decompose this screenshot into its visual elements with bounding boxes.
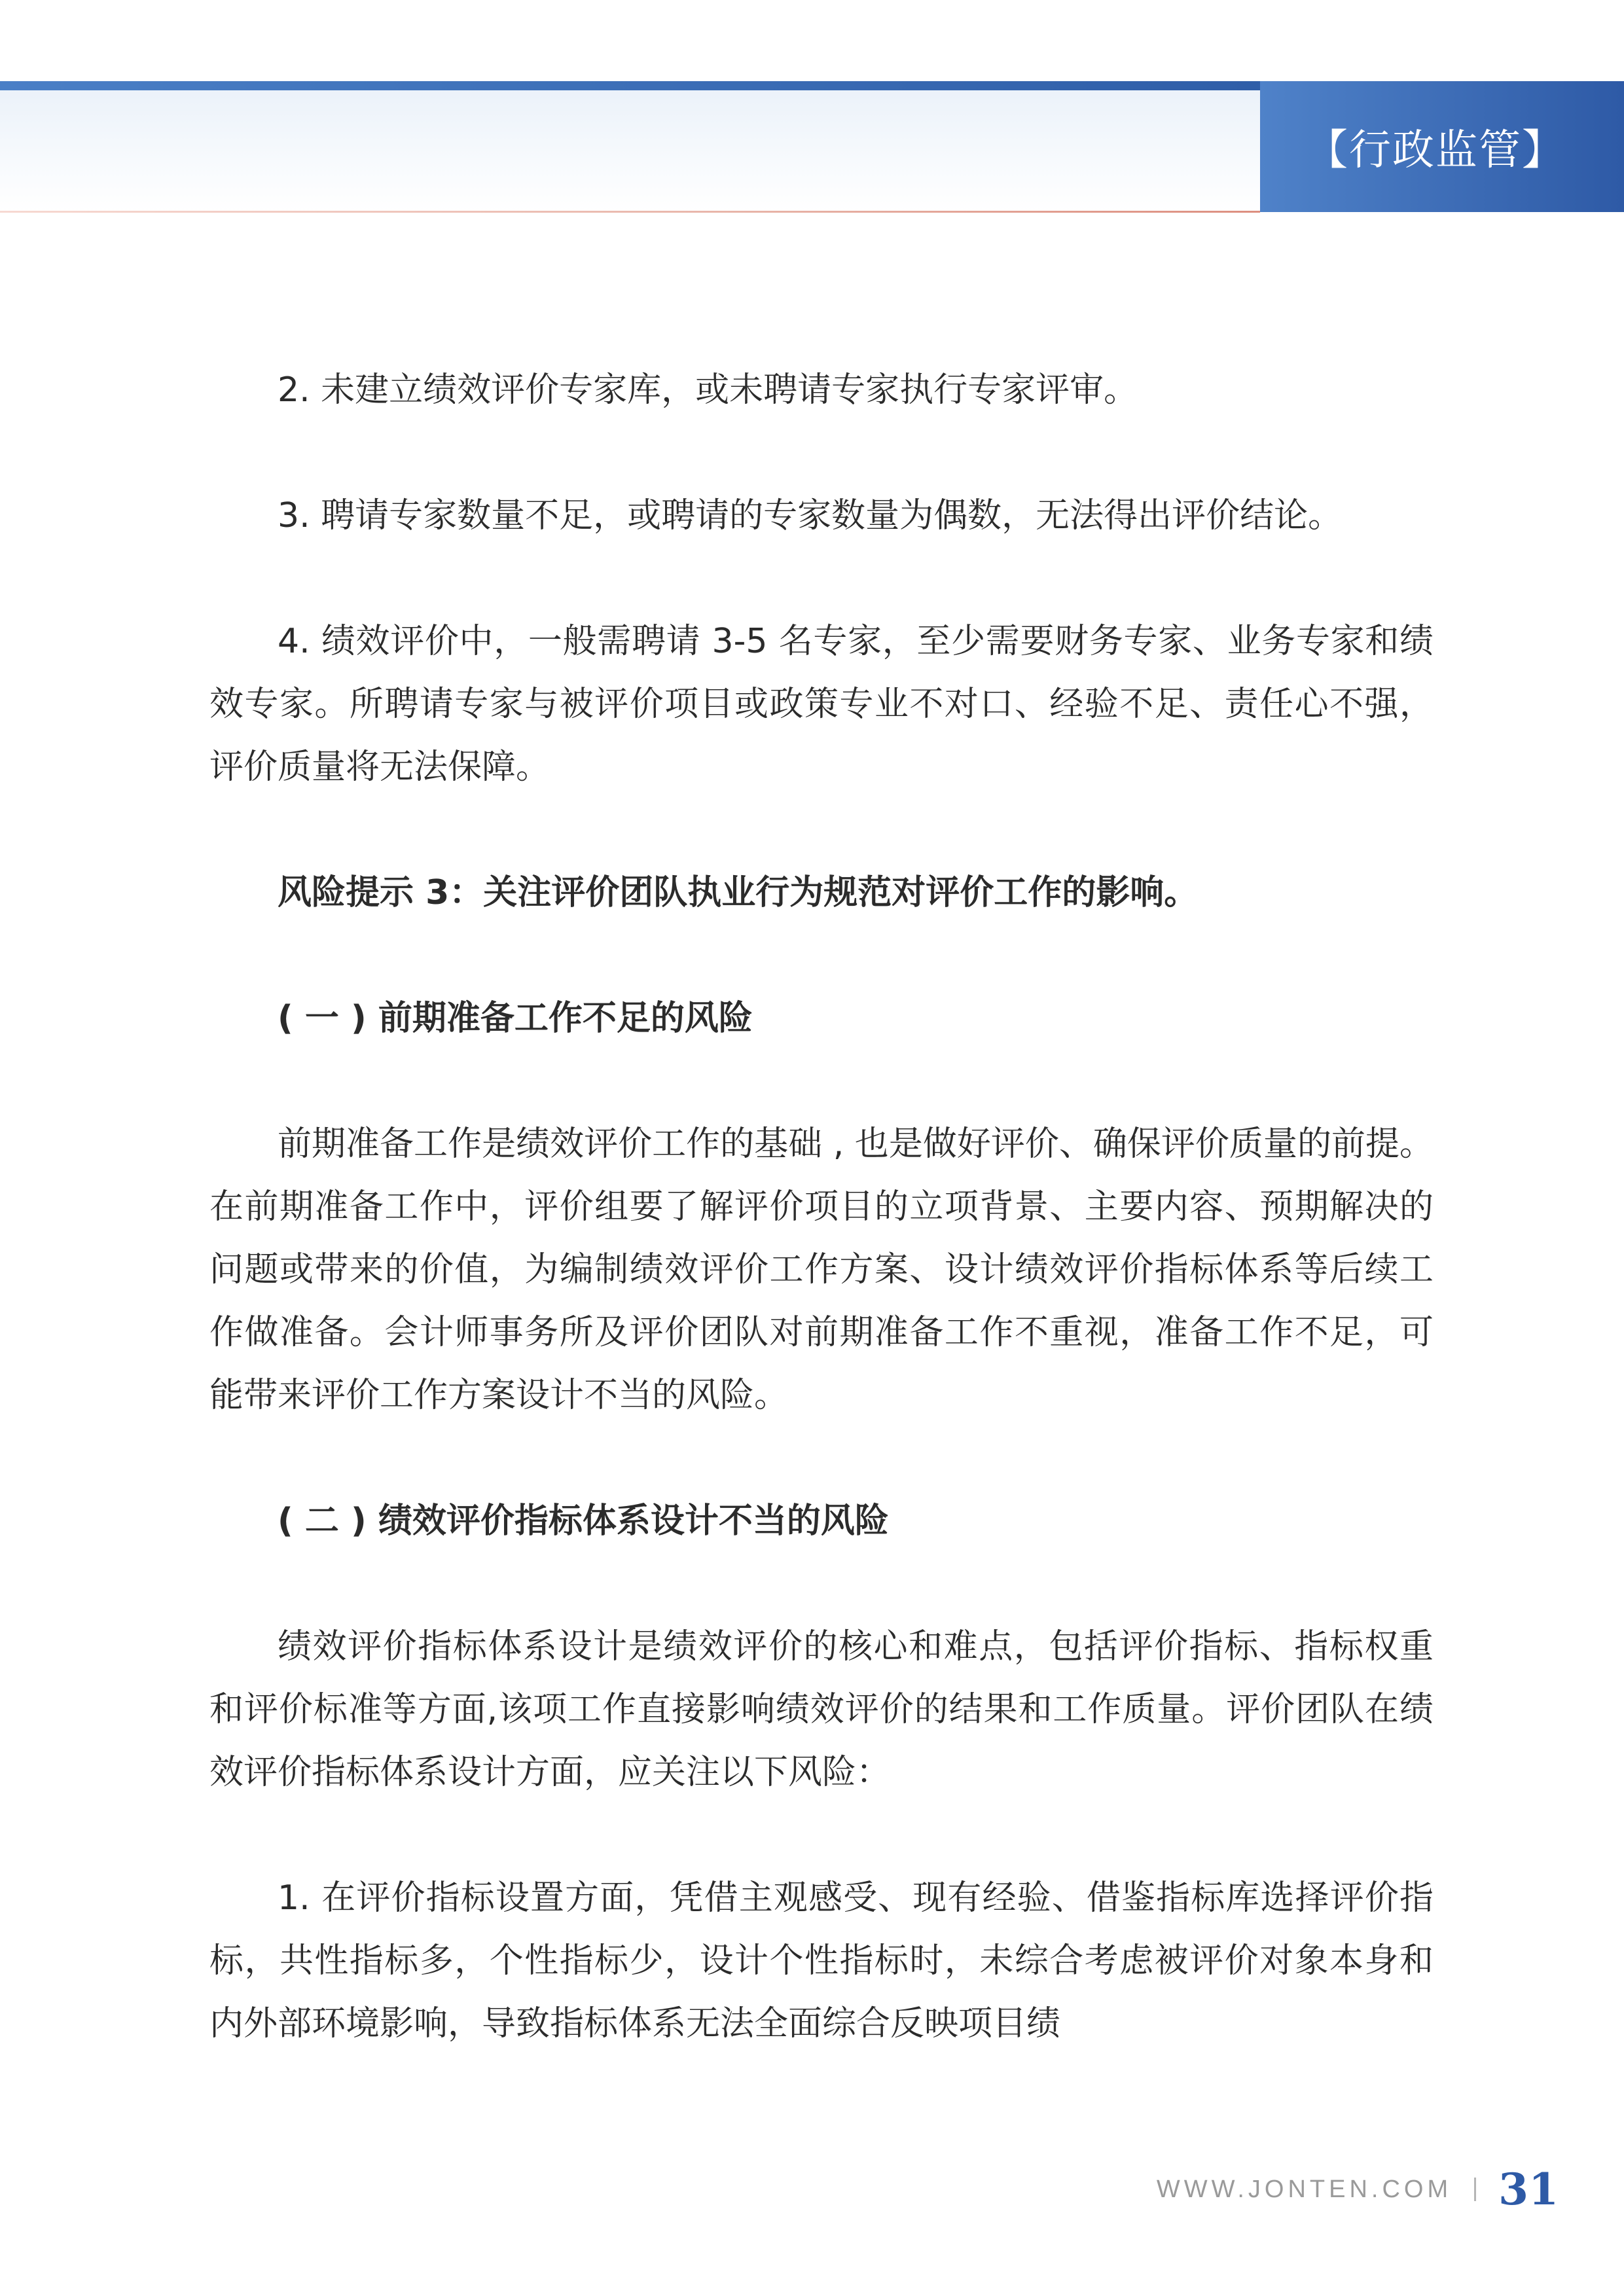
paragraph-item-3: 3. 聘请专家数量不足，或聘请的专家数量为偶数，无法得出评价结论。 xyxy=(278,496,1343,535)
header-top-rule xyxy=(0,81,1260,90)
paragraph-indicator-system: 绩效评价指标体系设计是绩效评价的核心和难点，包括评价指标、指标权重和评价标准等方面,该项工作直接影响绩效评价的结果和工作质量。评价团队在绩效评价指标体系设计方面，应关注以下风险： xyxy=(209,1627,1434,1792)
risk-tip-heading: 风险提示 3：关注评价团队执业行为规范对评价工作的影响。 xyxy=(278,873,1199,912)
page-footer xyxy=(1157,2160,1559,2219)
paragraph-preparation: 前期准备工作是绩效评价工作的基础 , 也是做好评价、确保评价质量的前提。在前期准备工作中，评价组要了解评价项目的立项背景、主要内容、预期解决的问题或带来的价值，为编制绩效评价工作方案、设计绩效评价指标体系等后续工作做准备。会计师事务所及评价团队对前期准备工作不重视，准备工作不足，可能带来评价工作方案设计不当的风险。 xyxy=(209,1124,1434,1415)
paragraph-item-2: 2. 未建立绩效评价专家库，或未聘请专家执行专家评审。 xyxy=(278,370,1138,410)
footer-divider xyxy=(1474,2178,1476,2201)
subheading-preparation: ( 一 ) 前期准备工作不足的风险 xyxy=(278,999,753,1038)
section-tab xyxy=(1260,81,1624,212)
page-number: 31 xyxy=(1498,2164,1559,2215)
paragraph-item-4: 4. 绩效评价中，一般需聘请 3-5 名专家，至少需要财务专家、业务专家和绩效专家。所聘请专家与被评价项目或政策专业不对口、经验不足、责任心不强，评价质量将无法保障。 xyxy=(209,622,1434,787)
subheading-indicator-system: ( 二 ) 绩效评价指标体系设计不当的风险 xyxy=(278,1501,889,1541)
body-text xyxy=(209,359,1434,2055)
header-bottom-rule xyxy=(0,211,1260,213)
paragraph-indicator-item-1: 1. 在评价指标设置方面，凭借主观感受、现有经验、借鉴指标库选择评价指标，共性指标多，个性指标少，设计个性指标时，未综合考虑被评价对象本身和内外部环境影响，导致指标体系无法全面综合反映项目绩 xyxy=(209,1878,1434,2043)
footer-url: WWW.JONTEN.COM xyxy=(1156,2175,1453,2203)
header-band xyxy=(0,84,1260,212)
section-label: 【行政监管】 xyxy=(1306,126,1565,175)
